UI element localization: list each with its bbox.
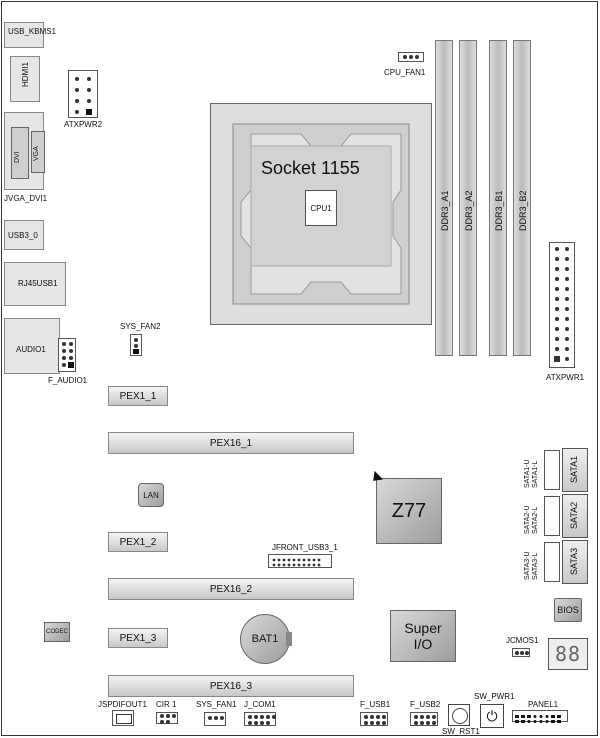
jcmos-header <box>512 648 530 657</box>
atxpwr2-header <box>68 70 98 118</box>
sw-rst-button[interactable] <box>448 704 470 726</box>
panel-pins <box>513 714 567 724</box>
pex16-2-label: PEX16_2 <box>209 583 253 595</box>
f-usb1-header <box>360 712 388 726</box>
dimm-a1 <box>435 40 453 356</box>
dimm-a1-label: DDR3_A1 <box>440 190 450 231</box>
jcmos-label: JCMOS1 <box>506 636 539 645</box>
pex1-1-label: PEX1_1 <box>119 390 157 402</box>
audio-port <box>4 318 60 374</box>
pex1-1-slot <box>108 386 168 406</box>
f-audio-header <box>58 338 76 372</box>
f-audio-label: F_AUDIO1 <box>48 376 88 385</box>
sys-fan1-header <box>204 712 226 726</box>
cir-label: CIR 1 <box>156 700 177 709</box>
sata3-sub-label: SATA3-U SATA3-L <box>524 551 539 580</box>
codec-label: CODEC <box>46 629 68 635</box>
jspdifout-header <box>112 710 134 726</box>
usb-kbms-port <box>4 22 57 48</box>
dimm-b2 <box>513 40 531 356</box>
hdmi-port <box>10 56 40 102</box>
atxpwr2-label: ATXPWR2 <box>64 120 103 129</box>
rj45-port <box>4 262 66 306</box>
panel-header <box>512 710 568 722</box>
dimm-b1-label: DDR3_B1 <box>494 190 504 231</box>
cpu-fan-header <box>398 52 424 62</box>
sata3-pins-box <box>544 542 560 582</box>
bios-label: BIOS <box>557 605 579 615</box>
f-usb1-label: F_USB1 <box>360 700 391 709</box>
pex1-3-label: PEX1_3 <box>119 632 157 644</box>
hdmi-label: HDMI1 <box>21 62 30 87</box>
sys-fan2-label: SYS_FAN2 <box>120 322 161 331</box>
sata3-label: SATA3 <box>569 547 579 575</box>
cpu-label-box <box>305 190 337 226</box>
dimm-a2-label: DDR3_A2 <box>464 190 474 231</box>
pex16-2-slot <box>108 578 354 600</box>
sata1-port <box>562 448 588 492</box>
sata2-connector <box>524 494 588 536</box>
chipset-chip <box>376 478 442 544</box>
cpu-socket-area <box>210 103 432 325</box>
sw-pwr-button[interactable] <box>480 704 504 728</box>
jfront-usb3-header <box>268 554 332 568</box>
pex16-3-slot <box>108 675 354 697</box>
codec-chip <box>44 622 70 642</box>
sata1-label: SATA1 <box>569 455 579 483</box>
atxpwr1-label: ATXPWR1 <box>546 373 585 382</box>
battery-clip <box>286 632 292 646</box>
sata2-port <box>562 494 588 538</box>
battery <box>240 614 290 664</box>
usb3-label: USB3_0 <box>8 231 38 240</box>
cir-header <box>156 712 178 724</box>
power-icon: ⏻ <box>486 708 498 724</box>
vga-label: VGA <box>33 146 40 161</box>
sw-rst-label: SW_RST1 <box>442 727 480 736</box>
j-com-header <box>244 712 276 726</box>
sata1-sub-label: SATA1-U SATA1-L <box>524 459 539 488</box>
jspdifout-label: JSPDIFOUT1 <box>98 700 147 709</box>
jvga-dvi-label: JVGA_DVI1 <box>4 194 48 203</box>
jfront-usb3-label: JFRONT_USB3_1 <box>272 543 338 552</box>
pex1-3-slot <box>108 628 168 648</box>
j-com-label: J_COM1 <box>244 700 276 709</box>
sata2-pins-box <box>544 496 560 536</box>
sata2-sub-label: SATA2-U SATA2-L <box>524 505 539 534</box>
jfront-usb3-pins <box>269 556 331 568</box>
pex16-1-slot <box>108 432 354 454</box>
f-usb2-header <box>410 712 438 726</box>
pex1-2-label: PEX1_2 <box>119 536 157 548</box>
vga-dvi-port <box>4 112 44 190</box>
bios-chip <box>554 598 582 622</box>
atxpwr1-header <box>549 242 575 368</box>
dimm-b2-label: DDR3_B2 <box>518 190 528 231</box>
f-usb2-label: F_USB2 <box>410 700 441 709</box>
dimm-a2 <box>459 40 477 356</box>
panel-label: PANEL1 <box>528 700 559 709</box>
pex1-2-slot <box>108 532 168 552</box>
sata1-connector <box>524 448 588 490</box>
super-io-chip <box>390 610 456 662</box>
usb-kbms-label: USB_KBMS1 <box>8 27 57 36</box>
usb3-port <box>4 220 44 250</box>
sys-fan1-label: SYS_FAN1 <box>196 700 237 709</box>
sata3-connector <box>524 540 588 582</box>
debug-display-value: 88 <box>554 642 582 666</box>
sata1-pins-box <box>544 450 560 490</box>
pex16-1-label: PEX16_1 <box>209 437 253 449</box>
debug-display <box>548 638 588 670</box>
pex16-3-label: PEX16_3 <box>209 680 253 692</box>
atxpwr1-pins <box>550 243 574 367</box>
lan-chip <box>138 483 164 507</box>
audio-label: AUDIO1 <box>16 345 46 354</box>
rj45-label: RJ45USB1 <box>18 279 58 288</box>
lan-label: LAN <box>143 490 159 500</box>
socket-title: Socket 1155 <box>261 158 360 178</box>
sw-pwr-label: SW_PWR1 <box>474 692 515 701</box>
dvi-label: DVI <box>14 151 21 163</box>
cpu-fan-label: CPU_FAN1 <box>384 68 426 77</box>
cpu-label: CPU1 <box>310 203 332 213</box>
chipset-label: Z77 <box>391 499 427 522</box>
sys-fan2-header <box>130 334 142 356</box>
sata2-label: SATA2 <box>569 501 579 529</box>
battery-label: BAT1 <box>251 633 279 645</box>
sata3-port <box>562 540 588 584</box>
super-io-label: Super I/O <box>404 620 442 652</box>
dimm-b1 <box>489 40 507 356</box>
